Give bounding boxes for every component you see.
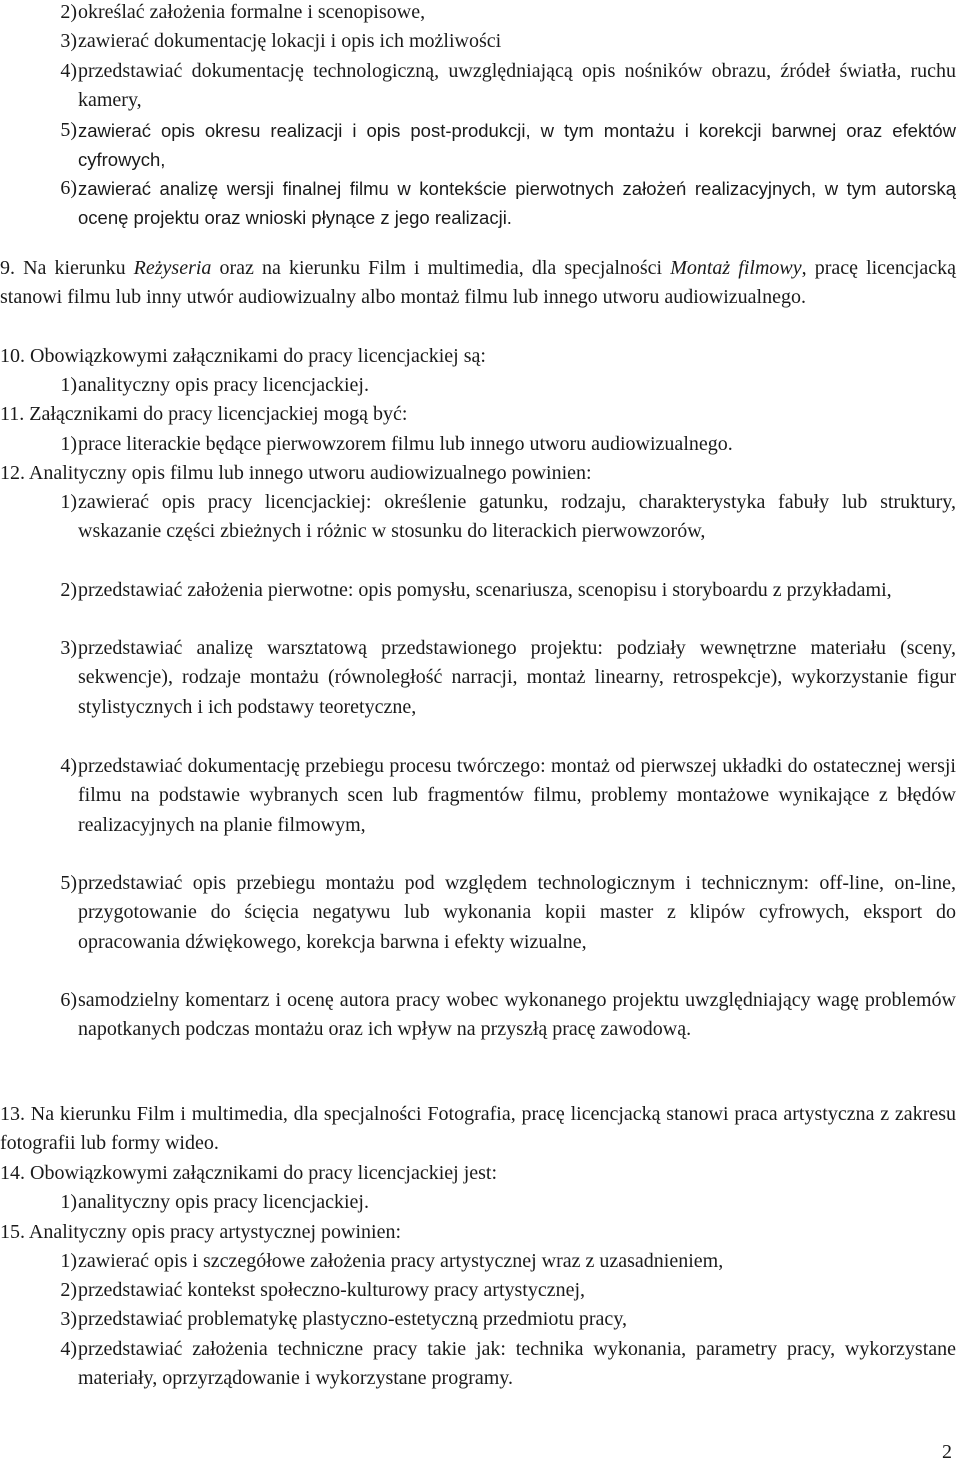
section-15 xyxy=(0,1218,956,1247)
section-number: 15. xyxy=(0,1221,25,1243)
list-item-text: analityczny opis pracy licencjackiej. xyxy=(78,1191,369,1213)
section-text: Obowiązkowymi załącznikami do pracy licencjackiej są: xyxy=(30,345,486,367)
list-item-text: przedstawiać założenia pierwotne: opis pomysłu, scenariusza, scenopisu i storyboardu z przykładami, xyxy=(78,579,892,601)
section-number: 12. xyxy=(0,462,25,484)
list-item-text: przedstawiać założenia techniczne pracy takie jak: technika wykonania, parametry pracy, wykorzystane materiały, oprzyrządowanie i wykorzystane programy. xyxy=(78,1338,956,1390)
list-item-text: zawierać opis okresu realizacji i opis post-produkcji, w tym montażu i korekcji barwnej oraz efektów cyfrowych, xyxy=(78,120,956,171)
list-item-text: określać założenia formalne i scenopisowe, xyxy=(78,1,426,23)
list-item-number: 5) xyxy=(60,119,77,141)
section-number: 11. xyxy=(0,403,25,425)
list-item-text: zawierać dokumentację lokacji i opis ich możliwości xyxy=(78,30,502,52)
list-item xyxy=(60,174,956,233)
section-text: oraz na kierunku Film i multimedia, dla specjalności xyxy=(211,257,671,279)
list-item-text: przedstawiać dokumentację technologiczną, uwzględniającą opis nośników obrazu, źródeł światła, ruchu kamery, xyxy=(78,60,956,112)
section-12 xyxy=(0,459,956,488)
list-item-text: przedstawiać analizę warsztatową przedstawionego projektu: podziały wewnętrzne materiału (sceny, sekwencje), rodzaje montażu (równoległość narracji, montaż linearny, retrospekcje), wykorzystanie figur stylistycznych i ich podstawy teoretyczne, xyxy=(78,637,956,718)
list-item-text: przedstawiać dokumentację przebiegu procesu twórczego: montaż od pierwszej układki do ostatecznej wersji filmu na podstawie wybranych scen lub fragmentów filmu, problemy montażowe wynikające z błędów realizacyjnych na planie filmowym, xyxy=(78,755,956,836)
list-item-number: 3) xyxy=(60,30,77,52)
list-item xyxy=(60,869,956,957)
section-text: , pracę licencjacką stanowi filmu lub inny utwór audiowizualny albo montaż filmu lub innego utworu audiowizualnego. xyxy=(0,257,956,309)
list-item xyxy=(60,116,956,175)
section-text: Analityczny opis pracy artystycznej powinien: xyxy=(28,1221,402,1243)
list-item xyxy=(60,1335,956,1394)
list-item-text: zawierać opis pracy licencjackiej: określenie gatunku, rodzaju, charakterystyka fabuły lub struktury, wskazanie części zbieżnych i różnic w stosunku do literackich pierwowzorów, xyxy=(78,491,956,543)
list-item-number: 1) xyxy=(60,1191,77,1213)
section-text-italic: Reżyseria xyxy=(133,257,212,279)
list-item-number: 6) xyxy=(60,177,77,199)
list-item-number: 4) xyxy=(60,755,77,777)
list-item xyxy=(60,488,956,547)
section-text: Obowiązkowymi załącznikami do pracy licencjackiej jest: xyxy=(30,1162,498,1184)
list-item xyxy=(60,1188,956,1217)
list-item-text: przedstawiać problematykę plastyczno-estetyczną przedmiotu pracy, xyxy=(78,1308,628,1330)
section-number: 13. xyxy=(0,1103,25,1125)
section-text-italic: Montaż filmowy xyxy=(670,257,802,279)
list-item xyxy=(60,57,956,116)
list-item-number: 2) xyxy=(60,1279,77,1301)
list-item-number: 4) xyxy=(60,60,77,82)
section-text: Załącznikami do pracy licencjackiej mogą być: xyxy=(29,403,408,425)
list-item-number: 3) xyxy=(60,1308,77,1330)
list-item-text: przedstawiać opis przebiegu montażu pod względem technologicznym i technicznym: off-line, on-line, przygotowanie do ścięcia negatywu lub wykonania kopii master z klipów cyfrowych, eksport do opracowania dźwiękowego, korekcja barwna i efekty wizualne, xyxy=(78,872,956,953)
list-item-number: 1) xyxy=(60,374,77,396)
section-number: 10. xyxy=(0,345,25,367)
list-item xyxy=(60,371,956,400)
section-9 xyxy=(0,254,956,313)
section-10 xyxy=(0,342,956,371)
list-item-number: 1) xyxy=(60,491,77,513)
list-item-text: zawierać analizę wersji finalnej filmu w kontekście pierwotnych założeń realizacyjnych, w tym autorską ocenę projektu oraz wnioski płynące z jego realizacji. xyxy=(78,178,956,229)
list-item-number: 2) xyxy=(60,1,77,23)
list-item-number: 1) xyxy=(60,433,77,455)
section-14 xyxy=(0,1159,956,1188)
section-text: Analityczny opis filmu lub innego utworu audiowizualnego powinien: xyxy=(28,462,592,484)
section-text: Na kierunku xyxy=(23,257,134,279)
list-item xyxy=(60,576,956,605)
section-11 xyxy=(0,400,956,429)
section-number: 14. xyxy=(0,1162,25,1184)
list-item-number: 3) xyxy=(60,637,77,659)
list-item-text: prace literackie będące pierwowzorem filmu lub innego utworu audiowizualnego. xyxy=(78,433,733,455)
list-item-number: 5) xyxy=(60,872,77,894)
list-item-text: analityczny opis pracy licencjackiej. xyxy=(78,374,369,396)
list-item xyxy=(60,986,956,1045)
list-item xyxy=(60,0,956,27)
list-item-number: 2) xyxy=(60,579,77,601)
list-item xyxy=(60,430,956,459)
list-item xyxy=(60,27,956,56)
section-number: 9. xyxy=(0,257,15,279)
list-item xyxy=(60,1276,956,1305)
page-number: 2 xyxy=(942,1441,952,1463)
section-13 xyxy=(0,1100,956,1159)
list-item xyxy=(60,1247,956,1276)
list-item-number: 4) xyxy=(60,1338,77,1360)
list-item-number: 6) xyxy=(60,989,77,1011)
list-item-number: 1) xyxy=(60,1250,77,1272)
list-item-text: przedstawiać kontekst społeczno-kulturowy pracy artystycznej, xyxy=(78,1279,586,1301)
list-item-text: zawierać opis i szczegółowe założenia pracy artystycznej wraz z uzasadnieniem, xyxy=(78,1250,724,1272)
list-item xyxy=(60,1305,956,1334)
list-item xyxy=(60,634,956,722)
section-text: Na kierunku Film i multimedia, dla specjalności Fotografia, pracę licencjacką stanowi praca artystyczna z zakresu fotografii lub formy wideo. xyxy=(0,1103,957,1155)
list-item-text: samodzielny komentarz i ocenę autora pracy wobec wykonanego projektu uwzględniający wagę problemów napotkanych podczas montażu oraz ich wpływ na przyszłą pracę zawodową. xyxy=(78,989,956,1041)
list-item xyxy=(60,752,956,840)
